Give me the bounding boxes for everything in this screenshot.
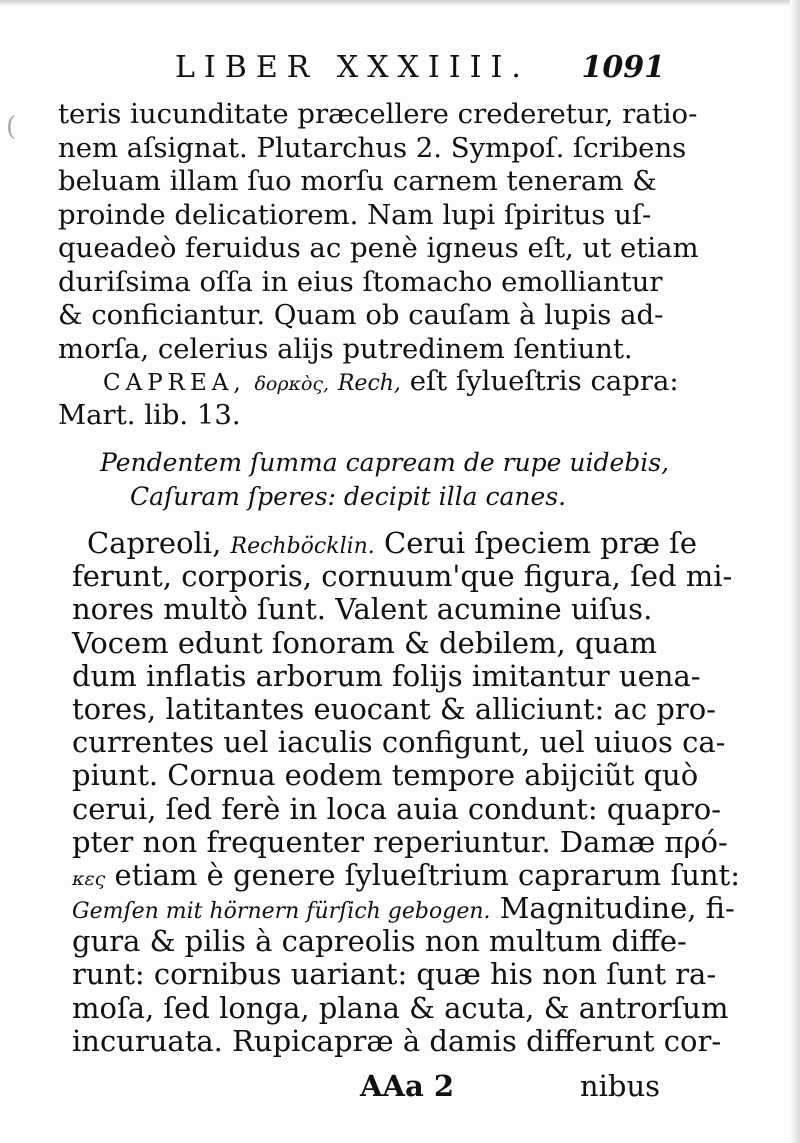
german-term: Rech, [337, 371, 401, 396]
text-line: cerui, ſed ferè in loca auia condunt: quapro- [72, 791, 722, 826]
page-top-edge [0, 0, 800, 6]
text-line: pter non frequenter reperiuntur. Damæ πρό- [72, 824, 728, 859]
text-line: queadeò feruidus ac penè igneus eſt, ut etiam [58, 232, 699, 264]
paragraph-1 [58, 98, 699, 366]
headword-capreoli: Capreoli, [87, 526, 222, 560]
text-line [72, 891, 735, 926]
german-term: Rechböcklin. [230, 534, 375, 559]
text-line: moſa, ſed longa, plana & acuta, & antrorſum [72, 990, 729, 1025]
text-line: ferunt, corporis, cornuum'que figura, ſed mi- [72, 559, 733, 594]
text-line: runt: cornibus uariant: quæ his non ſunt ra- [72, 957, 717, 992]
text-line: piunt. Cornua eodem tempore abijciũt quò [72, 758, 699, 793]
paragraph-2 [58, 365, 679, 432]
text-line [58, 365, 679, 399]
text-line: nores multò ſunt. Valent acumine uiſus. [72, 592, 653, 627]
paragraph-3 [72, 526, 740, 1058]
page-footer [360, 1068, 660, 1104]
page-number: 1091 [581, 50, 665, 85]
text-line: morſa, celerius alijs putredinem ſentiunt. [58, 332, 633, 365]
text-line: duriſsima oſſa in eius ſtomacho emolliantur [58, 265, 663, 298]
text-line: beluam illam ſuo morſu carnem teneram & [58, 165, 657, 197]
text-span: etiam è genere ſylueſtrium caprarum ſunt: [114, 857, 740, 892]
text-line [72, 526, 698, 560]
german-term: Gemſen mit hörnern fürſich gebogen. [72, 899, 491, 925]
text-line: teris iucunditate præcellere crederetur, ratio- [58, 98, 698, 130]
margin-mark: ( [6, 112, 17, 142]
greek-term: κες [72, 867, 106, 890]
text-line: Mart. lib. 13. [58, 398, 241, 431]
verse-quotation [100, 446, 670, 514]
text-line [72, 857, 740, 892]
text-line: Vocem edunt ſonoram & debilem, quam [72, 625, 658, 660]
page-right-edge [790, 0, 800, 1143]
text-line: nem aſsignat. Plutarchus 2. Sympoſ. ſcribens [58, 131, 687, 164]
greek-term: δορκὸς, [254, 373, 330, 395]
text-span: eſt ſylueſtris capra: [409, 365, 679, 397]
text-line: & conficiantur. Quam ob cauſam à lupis ad- [58, 299, 664, 331]
running-head [175, 48, 665, 88]
running-title: LIBER XXXIIII. [175, 50, 530, 85]
text-line: dum inflatis arborum folijs imitantur uena- [72, 658, 701, 693]
text-span: Cerui ſpeciem præ ſe [384, 526, 698, 560]
text-line: incuruata. Rupicapræ à damis differunt cor- [72, 1023, 722, 1058]
verse-line: Caſuram ſperes: decipit illa canes. [130, 482, 567, 511]
verse-line: Pendentem ſumma capream de rupe uidebis, [100, 448, 670, 477]
text-line: tores, latitantes euocant & alliciunt: ac pro- [72, 691, 716, 726]
text-line: gura & pilis à capreolis non multum diffe- [72, 924, 687, 959]
text-span: Magnitudine, fi- [499, 891, 735, 926]
headword-caprea: CAPREA, [103, 370, 246, 396]
catchword: nibus [579, 1069, 660, 1103]
signature-mark: AAa 2 [360, 1069, 455, 1103]
text-line: currentes uel iaculis configunt, uel uiuos ca- [72, 725, 726, 760]
text-line: proinde delicatiorem. Nam lupi ſpiritus uſ- [58, 198, 652, 231]
